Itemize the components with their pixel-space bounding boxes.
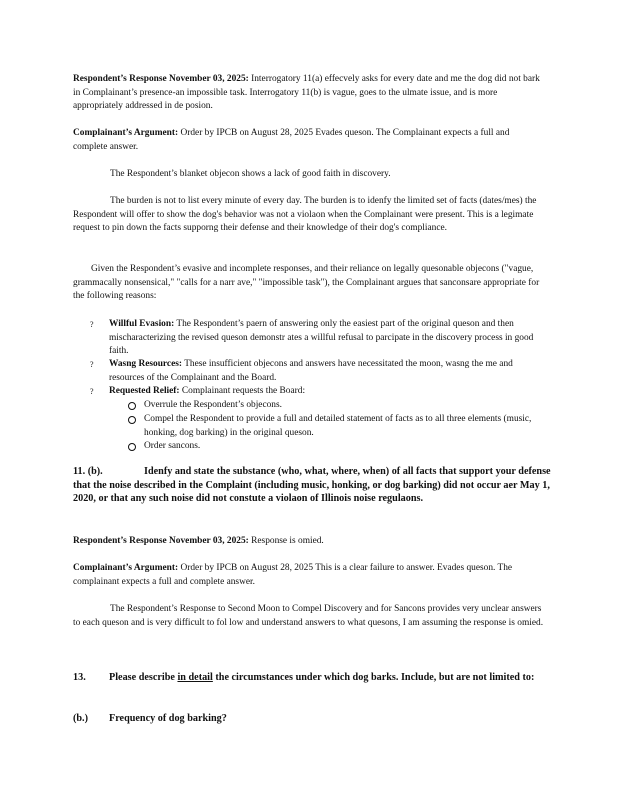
bullet-label: Wasng Resources:: [109, 359, 183, 369]
bullet-text: The Respondent’s paern of answering only the easiest part of the original queson and then mischaracterizing the revised queson demonstr ates a willful refusal to parcipate in the discovery process in good faith.: [109, 319, 534, 357]
complainant-argument-1: [73, 127, 545, 154]
complainant-argument-2: [73, 562, 545, 589]
bullet-label: Requested Relief:: [109, 386, 180, 396]
q13b-text: Frequency of dog barking?: [109, 713, 227, 724]
respondent-response-1-label: Respondent’s Response November 03, 2025:: [73, 74, 249, 84]
hollow-circle-bullet: [128, 443, 136, 451]
hollow-circle-bullet: [128, 402, 136, 410]
respondent-response-1-text: Interrogatory 11(a) effecvely asks for every date and me the dog did not bark in Complainant’s presence-an impossible task. Interrogatory 11(b) is vague, goes to the ulmate issue, and is more appropriately addressed in de posion.: [73, 74, 540, 112]
paragraph-blanket-objection: The Respondent’s blanket objecon shows a lack of good faith in discovery.: [110, 169, 391, 179]
q13-text-underlined: in detail: [177, 672, 213, 683]
paragraph-burden: The burden is not to list every minute of every day. The burden is to idenfy the limited set of facts (dates/mes) the Respondent will offer to show the dog's behavior was not a violaon when the Complainant were present. This is a legimate request to pin down the facts supporng their defense and their knowledge of their dog's compliance.: [73, 196, 537, 234]
interrogatory-number: 11. (b).: [73, 466, 103, 477]
interrogatory-11b: [73, 465, 563, 506]
q13-text-a: Please describe: [109, 672, 178, 683]
complainant-argument-1-text: Order by IPCB on August 28, 2025 Evades queson. The Complainant expects a full and complete answer.: [73, 128, 510, 152]
bullet-marker: ?: [90, 320, 94, 329]
complainant-argument-2-label: Complainant’s Argument:: [73, 563, 179, 573]
interrogatory-number: 13.: [73, 672, 86, 683]
bullet-text: Complainant requests the Board:: [179, 386, 306, 396]
paragraph-unclear-answers: The Respondent’s Response to Second Moon to Compel Discovery and for Sancons provides very unclear answers to each queson and is very difficult to fol low and understand answers to what quesons, I am assuming the response is omied.: [73, 604, 544, 628]
sub-bullet-text: Compel the Respondent to provide a full and detailed statement of facts as to all three elements (music, honking, dog barking) in the original queson.: [144, 414, 532, 438]
respondent-response-2-text: Response is omied.: [248, 536, 324, 546]
complainant-argument-1-label: Complainant’s Argument:: [73, 128, 179, 138]
bullet-marker: ?: [90, 360, 94, 369]
interrogatory-11b-text: Idenfy and state the substance (who, what, where, when) of all facts that support your defense that the noise described in the Complaint (including music, honking, or dog barking) did not occur aer May 1, 2020, or that any such noise did not constute a violaon of Illinois noise regulaons.: [73, 466, 551, 505]
interrogatory-number: (b.): [73, 713, 88, 724]
paragraph-sanctions-intro: Given the Respondent’s evasive and incomplete responses, and their reliance on legally quesonable objecons ("vague, grammacally nonsensical," "calls for a narr ave," "impossible task"), the Complainant argues that sanconsare appropriate for the following reasons:: [73, 264, 540, 302]
sub-bullet-text: Order sancons.: [144, 441, 201, 451]
respondent-response-1: [73, 73, 545, 114]
bullet-text: These insufficient objecons and answers have necessitated the moon, wasng the me and resources of the Complainant and the Board.: [109, 359, 513, 383]
q13-text-b: the circumstances under which dog barks. Include, but are not limited to:: [212, 672, 535, 683]
bullet-marker: ?: [90, 387, 94, 396]
bullet-label: Willful Evasion:: [109, 319, 175, 329]
sub-bullet-text: Overrule the Respondent’s objecons.: [144, 400, 282, 410]
respondent-response-2: [73, 535, 545, 549]
complainant-argument-2-text: Order by IPCB on August 28, 2025 This is a clear failure to answer. Evades queson. The complainant expects a full and complete answer.: [73, 563, 513, 587]
respondent-response-2-label: Respondent’s Response November 03, 2025:: [73, 536, 249, 546]
hollow-circle-bullet: [128, 416, 136, 424]
